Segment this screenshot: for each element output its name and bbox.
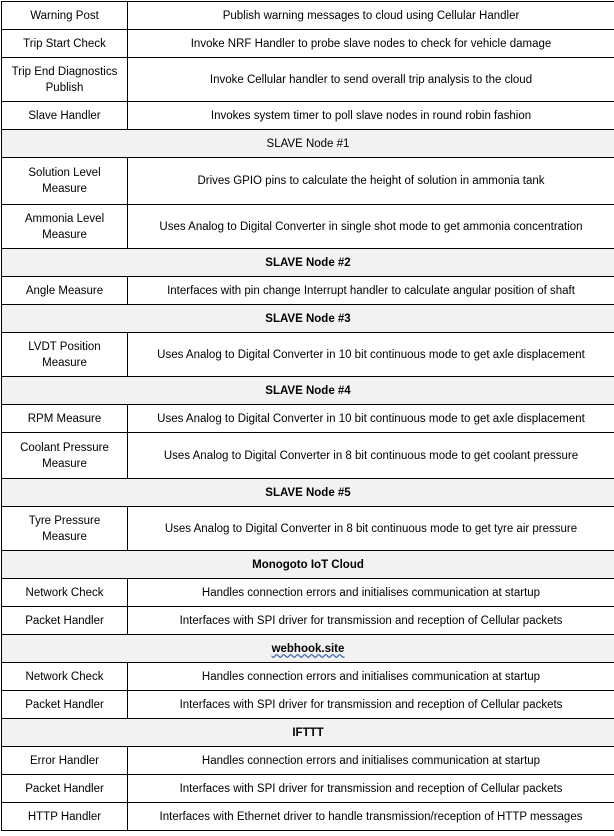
module-name: LVDT Position Measure xyxy=(2,333,128,377)
table-row xyxy=(2,277,614,305)
table-row xyxy=(2,30,614,58)
table-row xyxy=(2,205,614,249)
module-description: Invoke NRF Handler to probe slave nodes to check for vehicle damage xyxy=(128,30,614,58)
module-description: Handles connection errors and initialises communication at startup xyxy=(128,663,614,691)
module-name: Network Check xyxy=(2,663,128,691)
table-row xyxy=(2,579,614,607)
module-name: Coolant Pressure Measure xyxy=(2,433,128,479)
section-row xyxy=(2,551,614,579)
table-row xyxy=(2,803,614,831)
section-row xyxy=(2,719,614,747)
section-row xyxy=(2,479,614,507)
table-row xyxy=(2,663,614,691)
module-description: Interfaces with SPI driver for transmission and reception of Cellular packets xyxy=(128,775,614,803)
section-title: SLAVE Node #5 xyxy=(2,479,614,507)
section-title: SLAVE Node #3 xyxy=(2,305,614,333)
section-title: SLAVE Node #2 xyxy=(2,249,614,277)
module-name: RPM Measure xyxy=(2,405,128,433)
module-name: Error Handler xyxy=(2,747,128,775)
module-description: Handles connection errors and initialises communication at startup xyxy=(128,579,614,607)
table-row xyxy=(2,433,614,479)
module-name: Network Check xyxy=(2,579,128,607)
table-row xyxy=(2,158,614,205)
module-description: Interfaces with SPI driver for transmission and reception of Cellular packets xyxy=(128,607,614,635)
module-description: Invoke Cellular handler to send overall trip analysis to the cloud xyxy=(128,58,614,102)
module-name: Trip Start Check xyxy=(2,30,128,58)
section-row xyxy=(2,305,614,333)
section-row xyxy=(2,249,614,277)
section-row xyxy=(2,130,614,158)
module-name: Trip End Diagnostics Publish xyxy=(2,58,128,102)
section-title: IFTTT xyxy=(2,719,614,747)
table-row xyxy=(2,58,614,102)
module-description: Handles connection errors and initialises communication at startup xyxy=(128,747,614,775)
module-name: Tyre Pressure Measure xyxy=(2,507,128,551)
table-row xyxy=(2,747,614,775)
module-description: Uses Analog to Digital Converter in single shot mode to get ammonia concentration xyxy=(128,205,614,249)
module-name: Warning Post xyxy=(2,2,128,30)
section-title: SLAVE Node #1 xyxy=(2,130,614,158)
module-name: Solution Level Measure xyxy=(2,158,128,205)
section-row xyxy=(2,377,614,405)
table-row xyxy=(2,691,614,719)
module-name: HTTP Handler xyxy=(2,803,128,831)
table-row xyxy=(2,507,614,551)
module-name: Angle Measure xyxy=(2,277,128,305)
module-description: Publish warning messages to cloud using Cellular Handler xyxy=(128,2,614,30)
module-description: Invokes system timer to poll slave nodes in round robin fashion xyxy=(128,102,614,130)
module-description: Uses Analog to Digital Converter in 8 bit continuous mode to get tyre air pressure xyxy=(128,507,614,551)
module-description: Interfaces with Ethernet driver to handle transmission/reception of HTTP messages xyxy=(128,803,614,831)
section-title: webhook.site xyxy=(272,643,345,655)
module-description: Drives GPIO pins to calculate the height of solution in ammonia tank xyxy=(128,158,614,205)
module-description: Interfaces with pin change Interrupt handler to calculate angular position of shaft xyxy=(128,277,614,305)
table-row xyxy=(2,102,614,130)
table-row xyxy=(2,607,614,635)
module-name: Packet Handler xyxy=(2,607,128,635)
table-row xyxy=(2,333,614,377)
module-description: Uses Analog to Digital Converter in 10 bit continuous mode to get axle displacement xyxy=(128,333,614,377)
section-row xyxy=(2,635,614,663)
firmware-module-table xyxy=(1,1,614,831)
module-description: Interfaces with SPI driver for transmission and reception of Cellular packets xyxy=(128,691,614,719)
section-title: SLAVE Node #4 xyxy=(2,377,614,405)
module-name: Packet Handler xyxy=(2,775,128,803)
section-title: Monogoto IoT Cloud xyxy=(2,551,614,579)
module-name: Ammonia Level Measure xyxy=(2,205,128,249)
table-row xyxy=(2,775,614,803)
table-row xyxy=(2,405,614,433)
module-name: Packet Handler xyxy=(2,691,128,719)
table-row xyxy=(2,2,614,30)
module-description: Uses Analog to Digital Converter in 8 bit continuous mode to get coolant pressure xyxy=(128,433,614,479)
module-description: Uses Analog to Digital Converter in 10 bit continuous mode to get axle displacement xyxy=(128,405,614,433)
module-name: Slave Handler xyxy=(2,102,128,130)
